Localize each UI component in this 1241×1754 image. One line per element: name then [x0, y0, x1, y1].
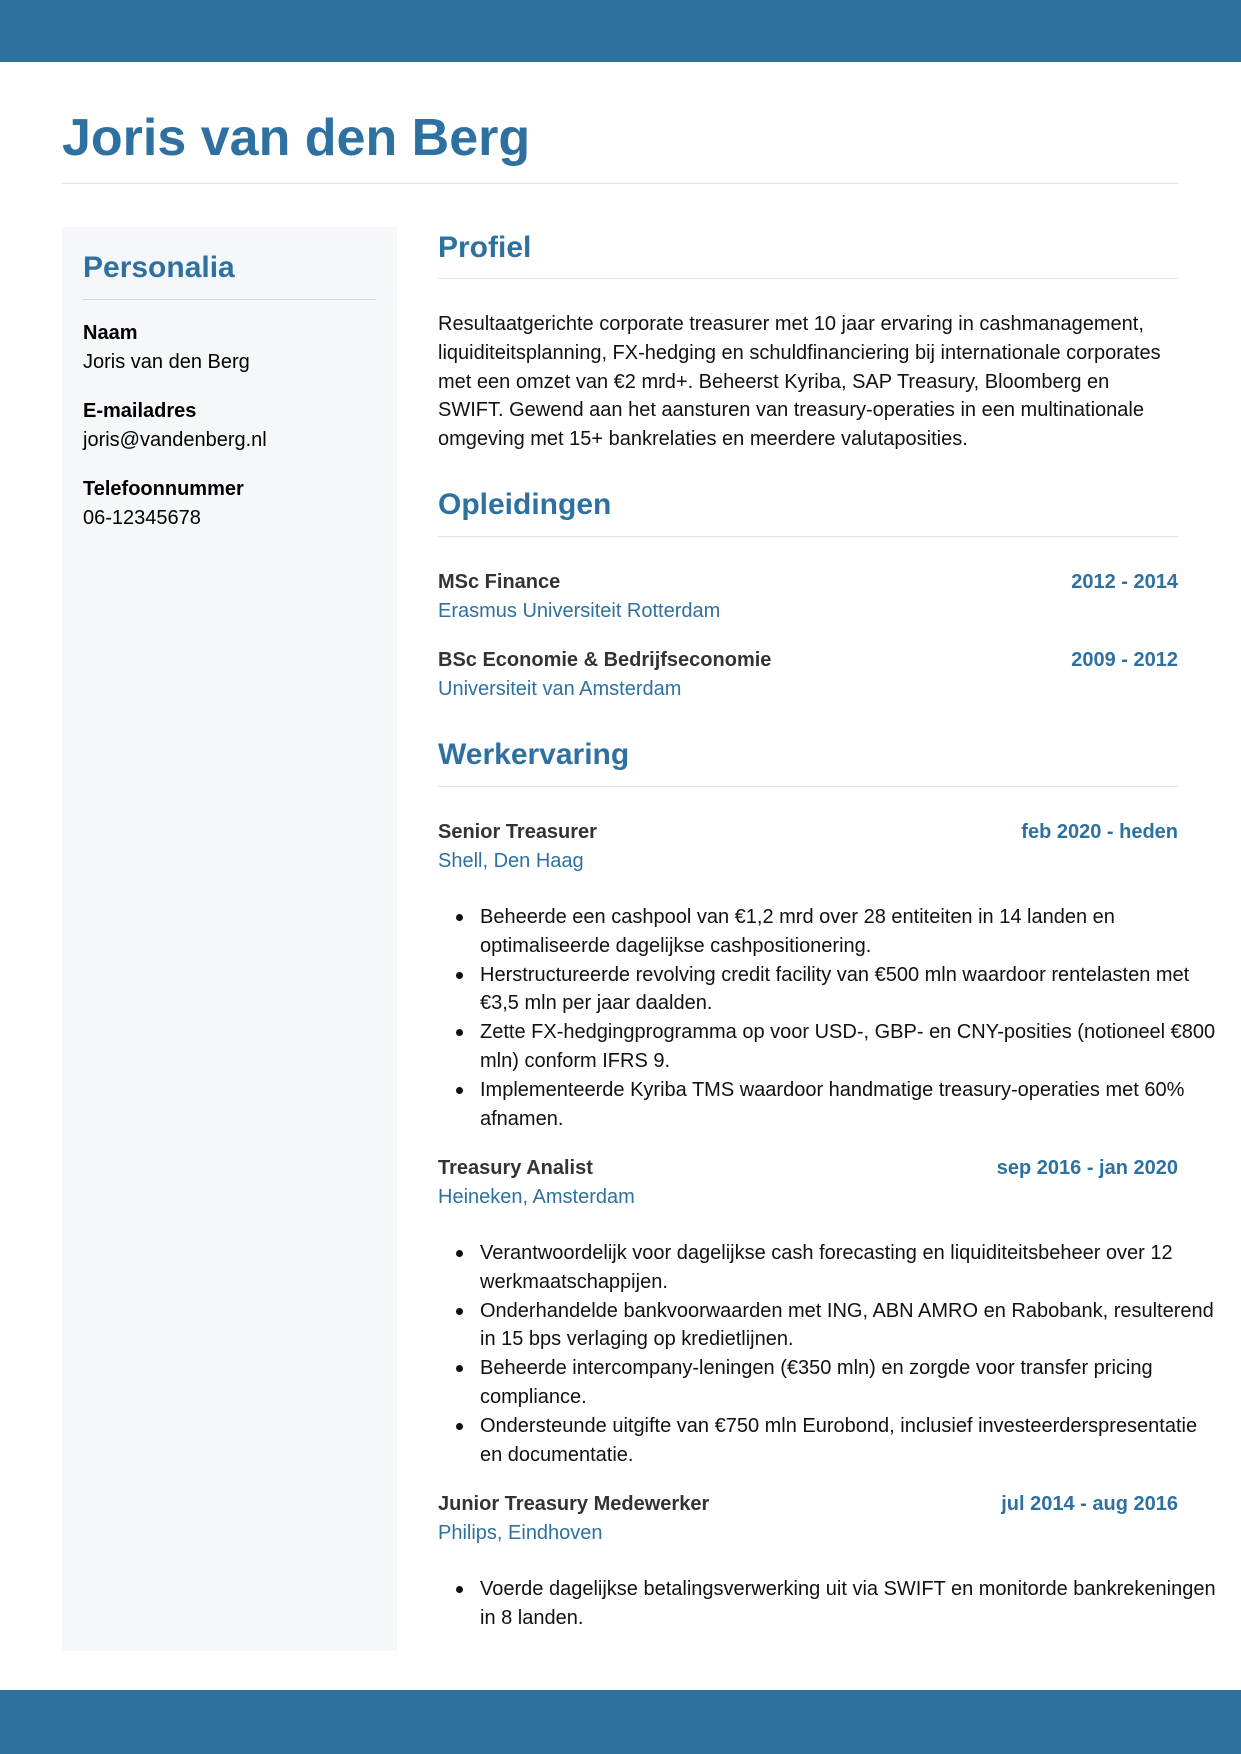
- profile-text: Resultaatgerichte corporate treasurer met 10 jaar ervaring in cashmanagement, liquiditeitsplanning, FX-hedging en schuldfinanciering bij internationale corporates met een omzet van €2 mrd+. Beheerst Kyriba, SAP Treasury, Bloomberg en SWIFT. Gewend aan het aansturen van treasury-operaties in een multinationale omgeving met 15+ bankrelaties en meerdere valutaposities.: [438, 313, 1161, 451]
- list-item: Onderhandelde bankvoorwaarden met ING, ABN AMRO en Rabobank, resulterend in 15 bps verlaging op kredietlijnen.: [480, 1297, 1220, 1355]
- profile-divider: [438, 278, 1178, 279]
- job-employer: Philips, Eindhoven: [438, 1522, 603, 1544]
- job-achievements: [438, 1239, 1220, 1469]
- experience-divider: [438, 786, 1178, 787]
- list-item: Zette FX-hedgingprogramma op voor USD-, GBP- en CNY-posities (notioneel €800 mln) conform IFRS 9.: [480, 1018, 1220, 1076]
- education-entry: [438, 567, 1178, 597]
- education-entry: [438, 645, 1178, 675]
- page-title: Joris van den Berg: [62, 109, 531, 167]
- job-period: feb 2020 - heden: [1021, 821, 1178, 843]
- job-title: Senior Treasurer: [438, 821, 597, 843]
- personal-field-name: [83, 319, 376, 377]
- job-entry: [438, 1489, 1178, 1519]
- profile-heading: Profiel: [438, 231, 532, 264]
- job-entry: [438, 817, 1178, 847]
- list-item: Beheerde een cashpool van €1,2 mrd over 28 entiteiten in 14 landen en optimaliseerde dagelijkse cashpositionering.: [480, 903, 1220, 961]
- list-item: Beheerde intercompany-leningen (€350 mln) en zorgde voor transfer pricing compliance.: [480, 1354, 1220, 1412]
- personal-field-email: [83, 397, 376, 455]
- education-institution: Erasmus Universiteit Rotterdam: [438, 600, 721, 622]
- sidebar-divider: [83, 299, 376, 300]
- top-banner: [0, 0, 1241, 62]
- field-label: E-mailadres: [83, 400, 197, 422]
- field-value: Joris van den Berg: [83, 351, 250, 373]
- title-divider: [62, 183, 1178, 184]
- education-period: 2012 - 2014: [1071, 571, 1178, 593]
- sidebar-heading: Personalia: [83, 251, 235, 284]
- list-item: Ondersteunde uitgifte van €750 mln Eurobond, inclusief investeerderspresentatie en documentatie.: [480, 1412, 1220, 1470]
- job-entry: [438, 1153, 1178, 1183]
- field-value: joris@vandenberg.nl: [83, 429, 267, 451]
- education-title: BSc Economie & Bedrijfseconomie: [438, 649, 772, 671]
- list-item: Herstructureerde revolving credit facility van €500 mln waardoor rentelasten met €3,5 mln per jaar daalden.: [480, 961, 1220, 1019]
- bottom-banner: [0, 1690, 1241, 1754]
- personal-field-phone: [83, 475, 376, 533]
- job-period: sep 2016 - jan 2020: [996, 1157, 1178, 1179]
- job-employer: Shell, Den Haag: [438, 850, 584, 872]
- education-institution: Universiteit van Amsterdam: [438, 678, 682, 700]
- job-period: jul 2014 - aug 2016: [1001, 1493, 1178, 1515]
- field-value: 06-12345678: [83, 507, 201, 529]
- job-achievements: [438, 903, 1220, 1133]
- education-title: MSc Finance: [438, 571, 561, 593]
- job-achievements: [438, 1575, 1220, 1633]
- job-title: Treasury Analist: [438, 1157, 593, 1179]
- list-item: Verantwoordelijk voor dagelijkse cash forecasting en liquiditeitsbeheer over 12 werkmaatschappijen.: [480, 1239, 1220, 1297]
- education-divider: [438, 536, 1178, 537]
- field-label: Naam: [83, 322, 138, 344]
- job-title: Junior Treasury Medewerker: [438, 1493, 710, 1515]
- list-item: Voerde dagelijkse betalingsverwerking uit via SWIFT en monitorde bankrekeningen in 8 landen.: [480, 1575, 1220, 1633]
- education-heading: Opleidingen: [438, 488, 612, 521]
- field-label: Telefoonnummer: [83, 478, 244, 500]
- experience-heading: Werkervaring: [438, 738, 630, 771]
- list-item: Implementeerde Kyriba TMS waardoor handmatige treasury-operaties met 60% afnamen.: [480, 1076, 1220, 1134]
- job-employer: Heineken, Amsterdam: [438, 1186, 635, 1208]
- education-period: 2009 - 2012: [1071, 649, 1178, 671]
